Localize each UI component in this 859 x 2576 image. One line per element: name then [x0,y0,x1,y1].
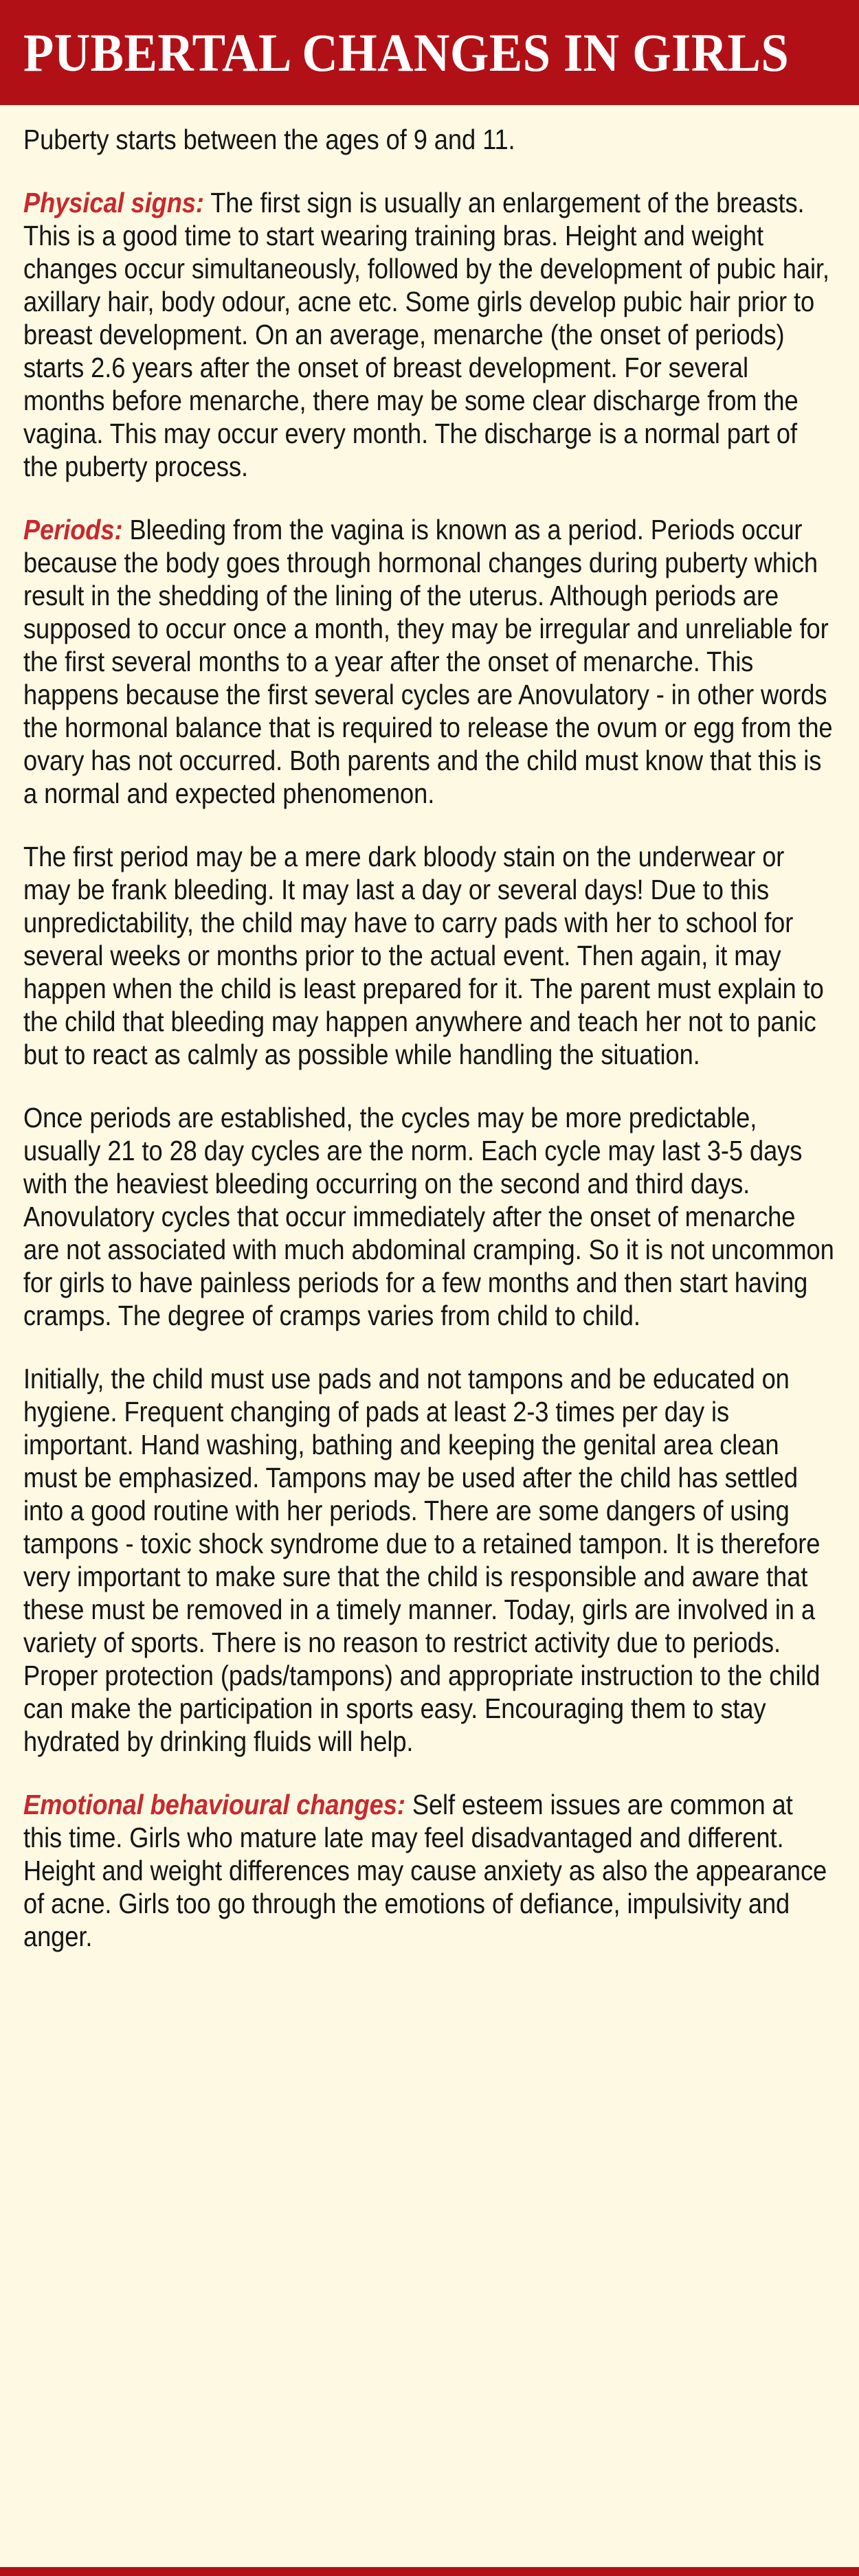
article-paragraph [23,1788,836,1953]
article-paragraph [23,513,836,810]
section-label: Emotional behavioural changes: [23,1789,405,1820]
article-paragraph [23,123,836,156]
section-label: Periods: [23,514,123,545]
article-paragraph [23,1362,836,1758]
paragraph-text: Self esteem issues are common at this time. Girls who mature late may feel disadvantaged and different. Height and weight differences may cause anxiety as also the appearance of acne. Girls too go through the emotions of defiance, impulsivity and anger. [23,1789,827,1952]
section-label: Physical signs: [23,187,204,218]
article-paragraph [23,840,836,1071]
paragraph-text: Bleeding from the vagina is known as a period. Periods occur because the body goes through hormonal changes during puberty which result in the shedding of the lining of the uterus. Although periods are supposed to occur once a month, they may be irregular and unreliable for the first several months to a year after the onset of menarche. This happens because the first several cycles are Anovulatory - in other words the hormonal balance that is required to release the ovum or egg from the ovary has not occurred. Both parents and the child must know that this is a normal and expected phenomenon. [23,514,833,809]
header-bar [0,0,859,105]
article-paragraph [23,186,836,483]
footer-accent-bar [0,2567,859,2576]
paragraph-text: Once periods are established, the cycles may be more predictable, usually 21 to 28 day cycles are the norm. Each cycle may last 3-5 days with the heaviest bleeding occurring on the second and third days. Anovulatory cycles that occur immediately after the onset of menarche are not associated with much abdominal cramping. So it is not uncommon for girls to have painless periods for a few months and then start having cramps. The degree of cramps varies from child to child. [23,1102,834,1331]
paragraph-text: Puberty starts between the ages of 9 and 11. [23,124,515,155]
paragraph-text: The first period may be a mere dark bloody stain on the underwear or may be frank bleeding. It may last a day or several days! Due to this unpredictability, the child may have to carry pads with her to school for several weeks or months prior to the actual event. Then again, it may happen when the child is least prepared for it. The parent must explain to the child that bleeding may happen anywhere and teach her not to panic but to react as calmly as possible while handling the situation. [23,841,824,1070]
page-title: PUBERTAL CHANGES IN GIRLS [23,22,790,82]
paragraph-text: Initially, the child must use pads and not tampons and be educated on hygiene. Frequent changing of pads at least 2-3 times per day is important. Hand washing, bathing and keeping the genital area clean must be emphasized. Tampons may be used after the child has settled into a good routine with her periods. There are some dangers of using tampons - toxic shock syndrome due to a retained tampon. It is therefore very important to make sure that the child is responsible and aware that these must be removed in a timely manner. Today, girls are involved in a variety of sports. There is no reason to restrict activity due to periods. Proper protection (pads/tampons) and appropriate instruction to the child can make the participation in sports easy. Encouraging them to stay hydrated by drinking fluids will help. [23,1363,821,1757]
article-body [0,105,859,2567]
paragraph-text: The first sign is usually an enlargement of the breasts. This is a good time to start wearing training bras. Height and weight changes occur simultaneously, followed by the development of pubic hair, axillary hair, body odour, acne etc. Some girls develop pubic hair prior to breast development. On an average, menarche (the onset of periods) starts 2.6 years after the onset of breast development. For several months before menarche, there may be some clear discharge from the vagina. This may occur every month. The discharge is a normal part of the puberty process. [23,187,829,482]
article-paragraph [23,1101,836,1332]
